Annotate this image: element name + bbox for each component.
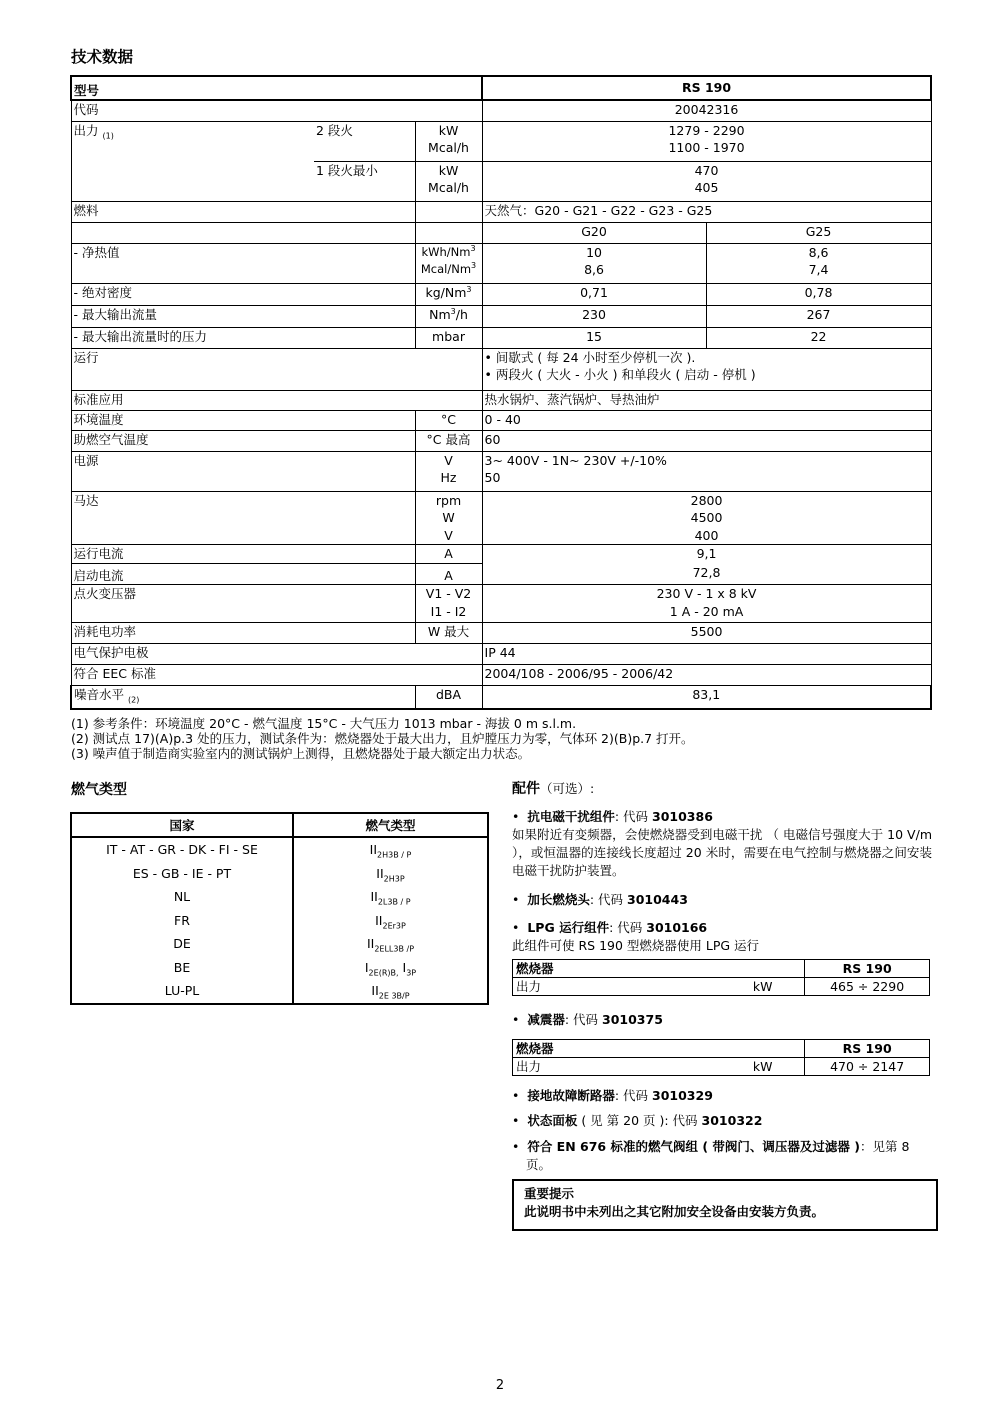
fuel-label: 燃料 <box>71 201 415 222</box>
important-notice <box>512 1179 938 1231</box>
footnotes <box>71 716 694 761</box>
stage1-values: 470 405 <box>482 161 931 201</box>
start-current-label: 启动电流 <box>71 564 415 585</box>
technical-data-table <box>70 75 932 710</box>
noise-unit: dBA <box>415 686 482 709</box>
gas-category: $II_{2L3B / P}$ <box>370 889 411 907</box>
power-label: 电源 <box>71 451 415 491</box>
stage2-label: 2 段火 <box>314 121 415 161</box>
g20-header: G20 <box>482 222 706 243</box>
transformer-units: V1 - V2 I1 - I2 <box>415 585 482 623</box>
acc-gas-valve: • 符合 EN 676 标准的燃气阀组 ( 带阀门、调压器及过滤器 )：见第 8 页。 <box>512 1139 910 1172</box>
flow-label: - 最大输出流量 <box>71 305 415 327</box>
acc-lpg: • LPG 运行组件: 代码 3010166 此组件可使 RS 190 型燃烧器使用 LPG 运行 <box>512 919 932 955</box>
gas-type-row <box>71 979 488 1004</box>
operation-value: • 间歇式 ( 每 24 小时至少停机一次 ). • 两段火 ( 大火 - 小火 ) 和单段火 ( 启动 - 停机 ) <box>482 348 931 390</box>
lpg-burner-model: RS 190 <box>805 960 930 978</box>
consumption-value: 5500 <box>482 623 931 644</box>
consumption-label: 消耗电功率 <box>71 623 415 644</box>
acc-emc: • 抗电磁干扰组件: 代码 3010386 如果附近有变频器，会使燃烧器受到电磁干扰 （ 电磁信号强度大于 10 V/m ），或恒温器的连接线长度超过 20 米时，需要在电气控制与燃烧器之间安装电磁干扰防护装置。 <box>512 809 932 878</box>
flow-g20: 230 <box>482 305 706 327</box>
gas-country: IT - AT - GR - DK - FI - SE <box>71 837 293 862</box>
lpg-table <box>512 959 930 996</box>
net-heat-g25: 8,6 7,4 <box>706 243 931 283</box>
motor-values: 2800 4500 400 <box>482 491 931 545</box>
pressure-g20: 15 <box>482 327 706 348</box>
lpg-output-label: 出力 <box>516 979 542 994</box>
col-gas-type: 燃气类型 <box>293 813 488 837</box>
code-value: 20042316 <box>482 100 931 121</box>
gas-country: DE <box>71 932 293 956</box>
page-number: 2 <box>495 1378 505 1393</box>
gas-country: LU-PL <box>71 979 293 1004</box>
gas-category: $II_{2E 3B/P}$ <box>371 983 410 1001</box>
gas-type-row <box>71 837 488 862</box>
net-heat-label: - 净热值 <box>71 243 415 283</box>
protection-label: 电气保护电极 <box>71 644 482 665</box>
acc-damper: • 减震器: 代码 3010375 <box>512 1012 663 1027</box>
run-current-value: 9,1 <box>482 545 931 564</box>
pressure-label: - 最大输出流量时的压力 <box>71 327 415 348</box>
gas-types-title: 燃气类型 <box>71 782 127 798</box>
flow-unit: Nm$^3$/h <box>415 305 482 327</box>
lpg-output-range: 465 ÷ 2290 <box>830 979 905 994</box>
notice-text: 此说明书中未列出之其它附加安全设备由安装方负责。 <box>524 1204 825 1219</box>
ambient-label: 环境温度 <box>71 410 415 430</box>
start-current-unit: A <box>415 564 482 585</box>
ambient-value: 0 - 40 <box>482 410 931 430</box>
stage1-units: kW Mcal/h <box>415 161 482 201</box>
run-current-label: 运行电流 <box>71 545 415 564</box>
gas-country: NL <box>71 885 293 909</box>
gas-type-row <box>71 862 488 886</box>
g25-header: G25 <box>706 222 931 243</box>
col-country: 国家 <box>71 813 293 837</box>
model-label: 型号 <box>71 76 482 100</box>
net-heat-units: kWh/Nm$^3$ Mcal/Nm$^3$ <box>415 243 482 283</box>
damper-output-range: 470 ÷ 2147 <box>830 1059 905 1074</box>
protection-value: IP 44 <box>482 644 931 665</box>
damper-burner-model: RS 190 <box>805 1040 930 1058</box>
air-temp-unit: °C 最高 <box>415 430 482 451</box>
model-value: RS 190 <box>482 76 931 100</box>
gas-category: $II_{2H3B / P}$ <box>369 842 412 860</box>
code-label: 代码 <box>71 100 482 121</box>
footnote-2: (2) 测试点 17)(A)p.3 处的压力，测试条件为：燃烧器处于最大出力，且炉膛压力为零，气体环 2)(B)p.7 打开。 <box>71 731 694 746</box>
damper-table <box>512 1039 930 1076</box>
footnote-1: (1) 参考条件：环境温度 20°C - 燃气温度 15°C - 大气压力 1013 mbar - 海拔 0 m s.l.m. <box>71 716 577 731</box>
power-values: 3~ 400V - 1N~ 230V +/-10% 50 <box>482 451 931 491</box>
pressure-unit: mbar <box>415 327 482 348</box>
air-temp-label: 助燃空气温度 <box>71 430 415 451</box>
stage2-units: kW Mcal/h <box>415 121 482 161</box>
acc-lpg-desc: 此组件可使 RS 190 型燃烧器使用 LPG 运行 <box>512 938 760 953</box>
application-value: 热水锅炉、蒸汽锅炉、导热油炉 <box>482 390 931 410</box>
transformer-label: 点火变压器 <box>71 585 415 623</box>
gas-type-row <box>71 956 488 980</box>
noise-label: 噪音水平 $_{(2)}$ <box>71 686 415 709</box>
gas-category: $I_{2E(R)B,}$ $I_{3P}$ <box>364 959 417 978</box>
gas-category: $II_{2H3P}$ <box>376 865 405 884</box>
gas-types-table <box>70 812 489 1005</box>
acc-status-panel: • 状态面板 ( 见 第 20 页 ): 代码 3010322 <box>512 1113 763 1128</box>
pressure-g25: 22 <box>706 327 931 348</box>
gas-category: $II_{2ELL3B /P}$ <box>366 936 415 954</box>
acc-earth-breaker: • 接地故障断路器: 代码 3010329 <box>512 1088 713 1103</box>
consumption-unit: W 最大 <box>415 623 482 644</box>
noise-value: 83,1 <box>482 686 931 709</box>
notice-title: 重要提示 <box>524 1186 575 1201</box>
eec-label: 符合 EEC 标准 <box>71 665 482 686</box>
transformer-values: 230 V - 1 x 8 kV 1 A - 20 mA <box>482 585 931 623</box>
gas-country: FR <box>71 909 293 933</box>
power-units: V Hz <box>415 451 482 491</box>
lpg-burner-label: 燃烧器 <box>513 960 805 978</box>
air-temp-value: 60 <box>482 430 931 451</box>
gas-country: ES - GB - IE - PT <box>71 862 293 886</box>
ambient-unit: °C <box>415 410 482 430</box>
start-current-value: 72,8 <box>482 564 931 585</box>
footnote-3: (3) 噪声值于制造商实验室内的测试锅炉上测得，且燃烧器处于最大额定出力状态。 <box>71 746 531 761</box>
motor-label: 马达 <box>71 491 415 545</box>
density-g25: 0,78 <box>706 283 931 305</box>
gas-category: $II_{2Er3P}$ <box>375 912 406 931</box>
stage1-label: 1 段火最小 <box>314 161 415 201</box>
fuel-value: 天然气：G20 - G21 - G22 - G23 - G25 <box>482 201 931 222</box>
application-label: 标准应用 <box>71 390 482 410</box>
acc-emc-desc: 如果附近有变频器，会使燃烧器受到电磁干扰 （ 电磁信号强度大于 10 V/m ），或恒温器的连接线长度超过 20 米时，需要在电气控制与燃烧器之间安装电磁干扰防护装置。 <box>512 827 932 878</box>
net-heat-g20: 10 8,6 <box>482 243 706 283</box>
gas-country: BE <box>71 956 293 980</box>
run-current-unit: A <box>415 545 482 564</box>
page-title: 技术数据 <box>71 48 134 66</box>
lpg-output-unit: kW <box>750 978 805 996</box>
damper-output-label: 出力 <box>516 1059 542 1074</box>
stage2-values: 1279 - 2290 1100 - 1970 <box>482 121 931 161</box>
operation-label: 运行 <box>71 348 482 390</box>
flow-g25: 267 <box>706 305 931 327</box>
acc-extended-head: • 加长燃烧头: 代码 3010443 <box>512 892 688 907</box>
density-g20: 0,71 <box>482 283 706 305</box>
density-label: - 绝对密度 <box>71 283 415 305</box>
eec-value: 2004/108 - 2006/95 - 2006/42 <box>482 665 931 686</box>
density-unit: kg/Nm$^3$ <box>415 283 482 305</box>
damper-output-unit: kW <box>750 1058 805 1076</box>
accessories-title: 配件（可选）: <box>512 781 595 797</box>
output-label: 出力 $_{(1)}$ <box>71 121 314 161</box>
motor-units: rpm W V <box>415 491 482 545</box>
gas-type-row <box>71 885 488 909</box>
gas-type-row <box>71 932 488 956</box>
gas-type-row <box>71 909 488 933</box>
damper-burner-label: 燃烧器 <box>513 1040 805 1058</box>
